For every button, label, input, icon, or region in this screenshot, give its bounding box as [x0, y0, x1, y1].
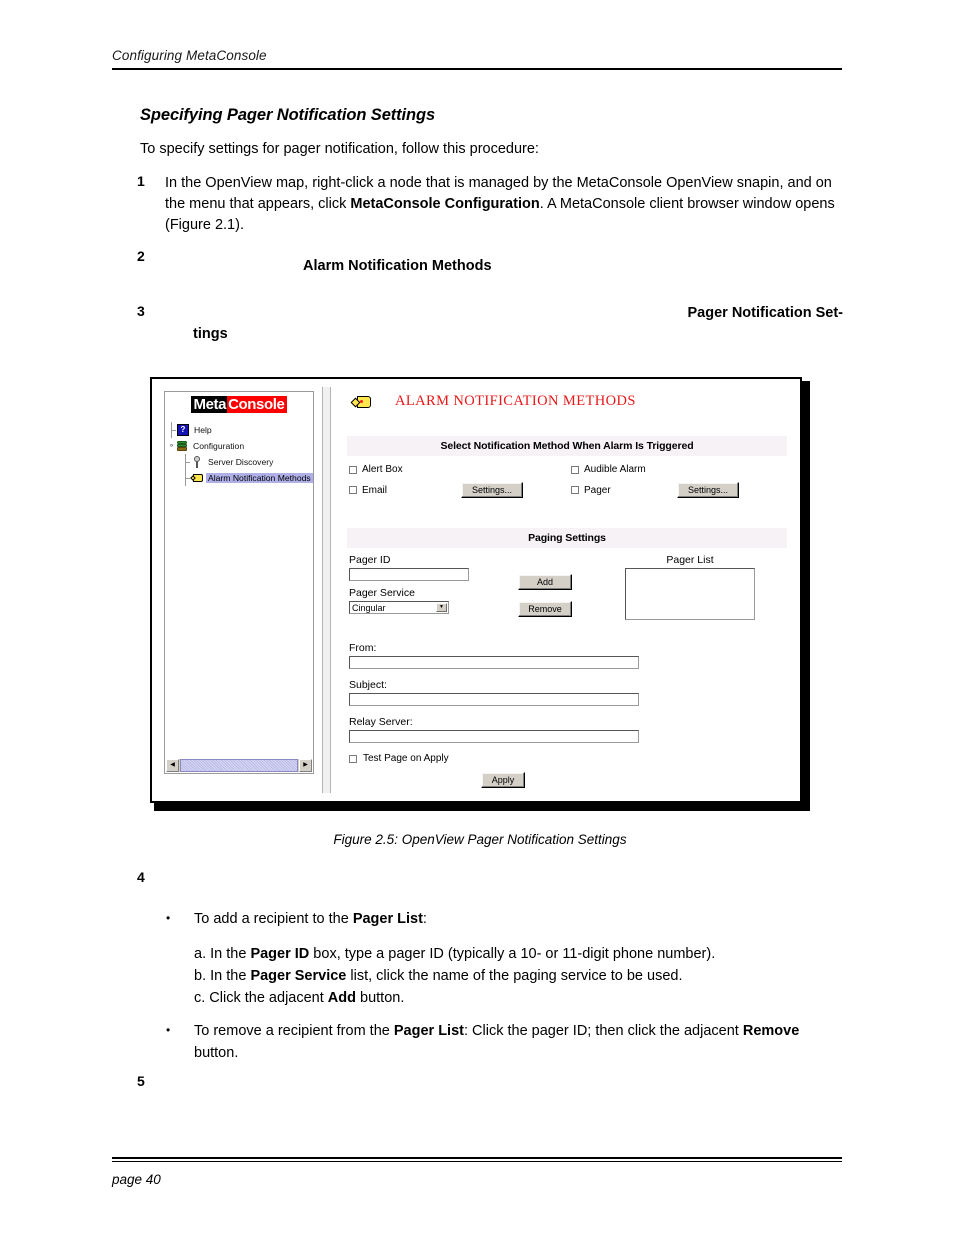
pager-settings-cell [677, 482, 787, 498]
checkbox-icon[interactable] [571, 486, 579, 494]
scrollbar-thumb[interactable] [180, 759, 298, 772]
procedure-step-5 [137, 1073, 843, 1089]
bullet-remove-mid: : Click the pager ID; then click the adjacent [463, 1023, 743, 1039]
bullet-add-bold: Pager List [352, 911, 423, 927]
bullet-row [166, 1021, 846, 1065]
section-band-paging-settings: Paging Settings [347, 528, 787, 548]
checkbox-label: Audible Alarm [584, 464, 646, 475]
checkbox-label: Pager [584, 484, 611, 496]
subject-field-group [349, 679, 787, 706]
from-input[interactable] [349, 656, 639, 669]
procedure-step-2 [137, 248, 843, 277]
intro-paragraph: To specify settings for pager notification, follow this procedure: [140, 141, 539, 157]
footer-rule-bottom [112, 1161, 842, 1162]
procedure-step-3 [137, 303, 843, 345]
key-icon [191, 456, 203, 468]
step1-lead: In the OpenView map, right-click a node that is managed by the MetaConsole OpenView snapin, and on the menu that appears, click [165, 175, 832, 213]
tag-icon [191, 472, 203, 484]
configuration-icon [176, 440, 188, 452]
pager-list-box[interactable] [625, 568, 755, 620]
tree-item-label: Server Discovery [208, 457, 274, 467]
pane-splitter[interactable] [322, 387, 331, 793]
subject-input[interactable] [349, 693, 639, 706]
logo-meta-text: Meta [191, 396, 228, 413]
bullet-add-tail: : [422, 911, 427, 927]
checkbox-label: Test Page on Apply [363, 753, 449, 764]
relay-server-label: Relay Server: [349, 716, 413, 728]
navigation-pane [152, 379, 322, 801]
bullet-add-recipient [166, 909, 846, 931]
checkbox-label: Email [362, 484, 388, 496]
scroll-left-arrow-icon[interactable]: ◀ [166, 759, 179, 772]
from-field-group [349, 642, 787, 669]
bullet-marker-icon: • [166, 1023, 171, 1037]
pager-service-label: Pager Service [349, 587, 415, 599]
step-number: 4 [137, 869, 145, 885]
page-running-header [112, 48, 842, 70]
step-number: 2 [137, 248, 145, 264]
bullet-remove-recipient [166, 1021, 846, 1065]
step-text [165, 173, 843, 236]
tree-item-server-discovery[interactable] [167, 454, 313, 470]
step3-bold-fragment: Pager Notification Set- [687, 305, 843, 321]
section-band-notification-method: Select Notification Method When Alarm Is Triggered [347, 436, 787, 456]
header-rule [112, 68, 842, 70]
pager-id-label: Pager ID [349, 554, 391, 566]
checkbox-audible-alarm[interactable] [571, 464, 677, 475]
tree-horizontal-scrollbar[interactable] [166, 759, 312, 772]
app-page-title: ALARM NOTIFICATION METHODS [395, 393, 636, 409]
sub-steps-list [194, 943, 854, 1009]
content-pane [331, 379, 802, 801]
email-settings-cell [461, 482, 571, 498]
tag-icon [351, 394, 373, 410]
tree-item-label: Alarm Notification Methods [208, 473, 311, 483]
email-settings-button[interactable]: Settings... [461, 482, 523, 498]
sub-c-bold: Add [327, 990, 356, 1007]
sub-c-prefix: c. Click the adjacent [194, 990, 328, 1007]
notification-method-checkbox-grid [347, 464, 787, 498]
checkbox-pager[interactable] [571, 485, 677, 496]
bullet-marker-icon: • [166, 911, 171, 925]
page-number: page 40 [112, 1172, 161, 1187]
relay-server-field-group [349, 716, 787, 743]
apply-button-row [349, 772, 787, 788]
paging-settings-area [347, 554, 787, 628]
tree-item-alarm-notification-methods[interactable] [167, 470, 313, 486]
bullet-remove-bold: Pager List [393, 1023, 464, 1039]
pager-settings-button[interactable]: Settings... [677, 482, 739, 498]
checkbox-icon[interactable] [349, 486, 357, 494]
tree-connector [181, 454, 191, 470]
step3-bold-fragment-cont: tings [193, 326, 228, 343]
subject-label: Subject: [349, 679, 387, 691]
step-text [165, 303, 843, 345]
step-number: 5 [137, 1073, 145, 1089]
pager-service-select[interactable] [349, 601, 449, 614]
tree-connector [167, 422, 177, 438]
pager-list-column [593, 554, 787, 628]
bullet-remove-bold2: Remove [742, 1023, 800, 1039]
step1-tail: . A MetaConsole client browser window opens (Figure 2.1). [165, 196, 835, 234]
step-text [165, 248, 492, 277]
paging-buttons-column [497, 554, 593, 628]
logo-inner [191, 397, 288, 414]
relay-server-input[interactable] [349, 730, 639, 743]
remove-button[interactable]: Remove [518, 601, 572, 617]
tree-expand-handle[interactable]: ⚬ [168, 441, 175, 450]
sub-a-tail: box, type a pager ID (typically a 10- or 11-digit phone number). [309, 946, 716, 962]
sub-b-bold: Pager Service [250, 968, 347, 985]
sub-b-prefix: b. In the [194, 968, 251, 985]
step2-bold-fragment: Alarm Notification Methods [303, 258, 492, 274]
sub-a-prefix: a. In the [194, 946, 251, 962]
sub-step-b [194, 965, 854, 987]
metaconsole-app-window [150, 377, 802, 803]
checkbox-alert-box[interactable] [349, 464, 461, 475]
bullet-row [166, 909, 846, 931]
paging-left-column [347, 554, 497, 628]
checkbox-label: Alert Box [362, 464, 403, 475]
tree-item-help[interactable] [167, 422, 313, 438]
checkbox-test-page-on-apply[interactable] [349, 753, 787, 764]
sub-step-a [194, 943, 854, 965]
checkbox-icon[interactable] [349, 755, 357, 763]
logo-console-text: Console [227, 396, 287, 413]
figure-openview-pager-settings [150, 377, 810, 811]
help-icon: ? [177, 424, 189, 436]
chevron-down-icon[interactable]: ▼ [436, 603, 447, 612]
tree-item-configuration[interactable] [167, 438, 313, 454]
step1-bold: MetaConsole Configuration [350, 196, 540, 213]
page-footer [112, 1157, 842, 1187]
pager-id-input[interactable] [349, 568, 469, 581]
sub-b-tail: list, click the name of the paging service to be used. [346, 968, 683, 985]
sub-a-bold: Pager ID [250, 946, 310, 962]
pager-service-selected-value: Cingular [352, 602, 386, 613]
bullet-text [194, 909, 427, 931]
mail-relay-fields [347, 642, 787, 788]
sub-c-tail: button. [355, 990, 405, 1007]
add-button[interactable]: Add [518, 574, 572, 590]
tree-item-label: Configuration [193, 441, 245, 451]
procedure-step-4 [137, 869, 843, 885]
figure-caption: Figure 2.5: OpenView Pager Notification Settings [333, 832, 627, 847]
sub-step-c [194, 987, 854, 1009]
tree-list [165, 416, 313, 486]
page-title: Specifying Pager Notification Settings [140, 106, 436, 124]
step-number: 3 [137, 303, 145, 319]
procedure-step-1 [137, 173, 843, 236]
bullet-add-lead: To add a recipient to the [194, 911, 353, 927]
tree-item-label: Help [194, 425, 212, 435]
pager-list-label: Pager List [666, 554, 714, 566]
bullet-text [194, 1021, 846, 1065]
scroll-right-arrow-icon[interactable]: ▶ [299, 759, 312, 772]
metaconsole-logo [165, 392, 313, 416]
checkbox-icon[interactable] [571, 466, 579, 474]
tree-container [164, 391, 314, 774]
checkbox-email[interactable] [349, 485, 461, 496]
app-title-row [347, 393, 787, 410]
bullet-remove-tail: button. [194, 1044, 239, 1061]
apply-button[interactable]: Apply [481, 772, 525, 788]
from-label: From: [349, 642, 377, 654]
checkbox-icon[interactable] [349, 466, 357, 474]
step-number: 1 [137, 173, 145, 189]
running-head-text: Configuring MetaConsole [112, 48, 267, 63]
footer-rule-top [112, 1157, 842, 1159]
bullet-remove-lead: To remove a recipient from the [194, 1023, 394, 1039]
